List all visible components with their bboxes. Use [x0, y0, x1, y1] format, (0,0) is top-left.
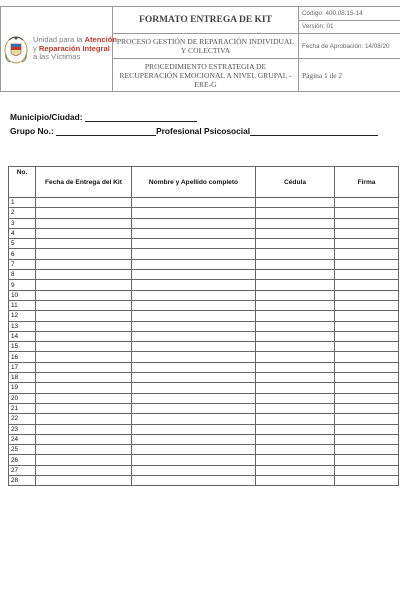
- cedula-cell[interactable]: [256, 228, 335, 238]
- cedula-cell[interactable]: [256, 414, 335, 424]
- row-number: 8: [9, 270, 36, 280]
- nombre-cell[interactable]: [132, 362, 256, 372]
- fecha-cell[interactable]: [36, 455, 132, 465]
- procedure-name: PROCEDIMIENTO ESTRATEGIA DE RECUPERACIÓN EMOCIONAL A NIVEL GRUPAL -ERE-G: [113, 59, 299, 92]
- cedula-cell[interactable]: [256, 434, 335, 444]
- table-row: [9, 198, 399, 208]
- table-row: [9, 465, 399, 475]
- nombre-cell[interactable]: [132, 424, 256, 434]
- nombre-cell[interactable]: [132, 321, 256, 331]
- firma-cell[interactable]: [335, 300, 399, 310]
- cedula-cell[interactable]: [256, 383, 335, 393]
- fecha-cell[interactable]: [36, 198, 132, 208]
- row-number: 16: [9, 352, 36, 362]
- nombre-cell[interactable]: [132, 403, 256, 413]
- table-row: [9, 270, 399, 280]
- cedula-cell[interactable]: [256, 280, 335, 290]
- fecha-cell[interactable]: [36, 383, 132, 393]
- fecha-cell[interactable]: [36, 373, 132, 383]
- firma-cell[interactable]: [335, 280, 399, 290]
- cedula-cell[interactable]: [256, 424, 335, 434]
- nombre-cell[interactable]: [132, 393, 256, 403]
- nombre-cell[interactable]: [132, 259, 256, 269]
- fecha-cell[interactable]: [36, 342, 132, 352]
- cedula-cell[interactable]: [256, 208, 335, 218]
- row-number: 4: [9, 228, 36, 238]
- agency-logo-text: Unidad para la Atención y Reparación Integral a las Víctimas: [33, 35, 118, 62]
- firma-cell[interactable]: [335, 403, 399, 413]
- row-number: 20: [9, 393, 36, 403]
- table-row: [9, 290, 399, 300]
- col-header-no: No.: [9, 167, 36, 198]
- nombre-cell[interactable]: [132, 342, 256, 352]
- cedula-cell[interactable]: [256, 239, 335, 249]
- municipio-field: Municipio/Ciudad:: [10, 112, 197, 122]
- fecha-cell[interactable]: [36, 208, 132, 218]
- nombre-cell[interactable]: [132, 476, 256, 486]
- cedula-cell[interactable]: [256, 249, 335, 259]
- cedula-cell[interactable]: [256, 198, 335, 208]
- table-row: [9, 342, 399, 352]
- table-row: [9, 403, 399, 413]
- row-number: 25: [9, 445, 36, 455]
- cedula-cell[interactable]: [256, 290, 335, 300]
- nombre-cell[interactable]: [132, 331, 256, 341]
- cedula-cell[interactable]: [256, 403, 335, 413]
- firma-cell[interactable]: [335, 393, 399, 403]
- row-number: 12: [9, 311, 36, 321]
- fecha-cell[interactable]: [36, 393, 132, 403]
- table-row: [9, 228, 399, 238]
- page-number: Página 1 de 2: [299, 59, 400, 92]
- row-number: 24: [9, 434, 36, 444]
- firma-cell[interactable]: [335, 321, 399, 331]
- table-row: [9, 434, 399, 444]
- table-row: [9, 331, 399, 341]
- col-header-cedula: Cédula: [256, 167, 335, 198]
- col-header-fecha: Fecha de Entrega del Kit: [36, 167, 132, 198]
- table-row: [9, 476, 399, 486]
- firma-cell[interactable]: [335, 352, 399, 362]
- fecha-cell[interactable]: [36, 414, 132, 424]
- table-row: [9, 259, 399, 269]
- fecha-cell[interactable]: [36, 424, 132, 434]
- fecha-cell[interactable]: [36, 218, 132, 228]
- cedula-cell[interactable]: [256, 321, 335, 331]
- nombre-cell[interactable]: [132, 414, 256, 424]
- firma-cell[interactable]: [335, 476, 399, 486]
- firma-cell[interactable]: [335, 259, 399, 269]
- coat-of-arms-icon: [3, 32, 29, 66]
- nombre-cell[interactable]: [132, 249, 256, 259]
- cedula-cell[interactable]: [256, 270, 335, 280]
- table-row: [9, 208, 399, 218]
- row-number: 15: [9, 342, 36, 352]
- grupo-field: Grupo No.: Profesional Psicosocial: [10, 126, 378, 136]
- firma-cell[interactable]: [335, 342, 399, 352]
- firma-cell[interactable]: [335, 270, 399, 280]
- table-row: [9, 218, 399, 228]
- fecha-cell[interactable]: [36, 270, 132, 280]
- fecha-cell[interactable]: [36, 476, 132, 486]
- row-number: 21: [9, 403, 36, 413]
- table-row: [9, 352, 399, 362]
- nombre-cell[interactable]: [132, 383, 256, 393]
- firma-cell[interactable]: [335, 239, 399, 249]
- firma-cell[interactable]: [335, 465, 399, 475]
- row-number: 28: [9, 476, 36, 486]
- row-number: 17: [9, 362, 36, 372]
- cedula-cell[interactable]: [256, 311, 335, 321]
- nombre-cell[interactable]: [132, 290, 256, 300]
- row-number: 11: [9, 300, 36, 310]
- row-number: 19: [9, 383, 36, 393]
- nombre-cell[interactable]: [132, 198, 256, 208]
- nombre-cell[interactable]: [132, 311, 256, 321]
- fecha-cell[interactable]: [36, 239, 132, 249]
- grupo-blank[interactable]: [56, 127, 156, 136]
- firma-cell[interactable]: [335, 290, 399, 300]
- firma-cell[interactable]: [335, 455, 399, 465]
- document-header: [0, 6, 400, 92]
- firma-cell[interactable]: [335, 331, 399, 341]
- nombre-cell[interactable]: [132, 465, 256, 475]
- fecha-cell[interactable]: [36, 321, 132, 331]
- fecha-cell[interactable]: [36, 228, 132, 238]
- firma-cell[interactable]: [335, 198, 399, 208]
- table-row: [9, 414, 399, 424]
- firma-cell[interactable]: [335, 383, 399, 393]
- table-row: [9, 362, 399, 372]
- table-row: [9, 249, 399, 259]
- fecha-cell[interactable]: [36, 300, 132, 310]
- table-row: [9, 321, 399, 331]
- cedula-cell[interactable]: [256, 342, 335, 352]
- municipio-blank[interactable]: [85, 113, 197, 122]
- approval-date: Fecha de Aprobación: 14/08/20: [299, 34, 400, 59]
- cedula-cell[interactable]: [256, 300, 335, 310]
- nombre-cell[interactable]: [132, 455, 256, 465]
- table-row: [9, 455, 399, 465]
- nombre-cell[interactable]: [132, 280, 256, 290]
- fecha-cell[interactable]: [36, 403, 132, 413]
- firma-cell[interactable]: [335, 311, 399, 321]
- fecha-cell[interactable]: [36, 259, 132, 269]
- fecha-cell[interactable]: [36, 280, 132, 290]
- fecha-cell[interactable]: [36, 362, 132, 372]
- row-number: 18: [9, 373, 36, 383]
- row-number: 22: [9, 414, 36, 424]
- cedula-cell[interactable]: [256, 331, 335, 341]
- document-code: Código: 400.08.15-14: [299, 7, 400, 21]
- cedula-cell[interactable]: [256, 465, 335, 475]
- firma-cell[interactable]: [335, 208, 399, 218]
- fecha-cell[interactable]: [36, 290, 132, 300]
- firma-cell[interactable]: [335, 414, 399, 424]
- table-row: [9, 280, 399, 290]
- cedula-cell[interactable]: [256, 373, 335, 383]
- table-row: [9, 311, 399, 321]
- firma-cell[interactable]: [335, 362, 399, 372]
- fecha-cell[interactable]: [36, 465, 132, 475]
- row-number: 13: [9, 321, 36, 331]
- nombre-cell[interactable]: [132, 445, 256, 455]
- row-number: 5: [9, 239, 36, 249]
- nombre-cell[interactable]: [132, 434, 256, 444]
- table-row: [9, 300, 399, 310]
- row-number: 23: [9, 424, 36, 434]
- row-number: 27: [9, 465, 36, 475]
- cedula-cell[interactable]: [256, 352, 335, 362]
- row-number: 2: [9, 208, 36, 218]
- logo-cell: [1, 7, 118, 92]
- fecha-cell[interactable]: [36, 331, 132, 341]
- cedula-cell[interactable]: [256, 362, 335, 372]
- row-number: 1: [9, 198, 36, 208]
- col-header-firma: Firma: [335, 167, 399, 198]
- row-number: 14: [9, 331, 36, 341]
- kit-delivery-table: [8, 166, 398, 486]
- row-number: 7: [9, 259, 36, 269]
- table-row: [9, 393, 399, 403]
- row-number: 6: [9, 249, 36, 259]
- row-number: 10: [9, 290, 36, 300]
- cedula-cell[interactable]: [256, 445, 335, 455]
- cedula-cell[interactable]: [256, 455, 335, 465]
- nombre-cell[interactable]: [132, 239, 256, 249]
- nombre-cell[interactable]: [132, 218, 256, 228]
- row-number: 3: [9, 218, 36, 228]
- table-row: [9, 239, 399, 249]
- fecha-cell[interactable]: [36, 434, 132, 444]
- firma-cell[interactable]: [335, 424, 399, 434]
- document-version: Versión: 01: [299, 20, 400, 34]
- cedula-cell[interactable]: [256, 393, 335, 403]
- form-title: FORMATO ENTREGA DE KIT: [113, 7, 299, 34]
- firma-cell[interactable]: [335, 228, 399, 238]
- firma-cell[interactable]: [335, 434, 399, 444]
- firma-cell[interactable]: [335, 218, 399, 228]
- psicosocial-blank[interactable]: [250, 127, 378, 136]
- fecha-cell[interactable]: [36, 352, 132, 362]
- nombre-cell[interactable]: [132, 208, 256, 218]
- row-number: 26: [9, 455, 36, 465]
- fecha-cell[interactable]: [36, 249, 132, 259]
- cedula-cell[interactable]: [256, 476, 335, 486]
- cedula-cell[interactable]: [256, 218, 335, 228]
- process-name: PROCESO GESTIÓN DE REPARACIÓN INDIVIDUAL Y COLECTIVA: [113, 34, 299, 59]
- cedula-cell[interactable]: [256, 259, 335, 269]
- nombre-cell[interactable]: [132, 228, 256, 238]
- nombre-cell[interactable]: [132, 270, 256, 280]
- nombre-cell[interactable]: [132, 352, 256, 362]
- col-header-nombre: Nombre y Apellido completo: [132, 167, 256, 198]
- fecha-cell[interactable]: [36, 311, 132, 321]
- firma-cell[interactable]: [335, 249, 399, 259]
- nombre-cell[interactable]: [132, 373, 256, 383]
- nombre-cell[interactable]: [132, 300, 256, 310]
- table-row: [9, 445, 399, 455]
- table-row: [9, 383, 399, 393]
- row-number: 9: [9, 280, 36, 290]
- table-row: [9, 373, 399, 383]
- table-row: [9, 424, 399, 434]
- fecha-cell[interactable]: [36, 445, 132, 455]
- firma-cell[interactable]: [335, 445, 399, 455]
- table-header-row: [9, 167, 399, 198]
- firma-cell[interactable]: [335, 373, 399, 383]
